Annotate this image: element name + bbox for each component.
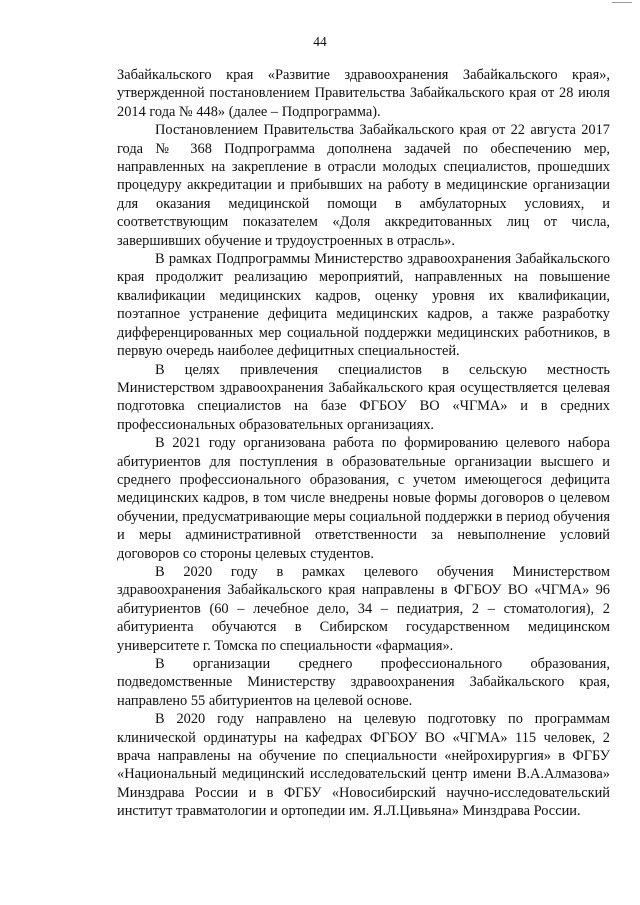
document-body bbox=[117, 66, 610, 821]
corner-mark bbox=[612, 2, 632, 3]
paragraph-residency-2020: В 2020 году направлено на целевую подготовку по программам клинической ординатуры на кафедрах ФГБОУ ВО «ЧГМА» 115 человек, 2 врача направлены на обучение по специальности «нейрохирургия» в ФГБУ «Национальный медицинский исследовательский центр имени В.А.Алмазова» Минздрава России и в ФГБУ «Новосибирский научно-исследовательский институт травматологии и ортопедии им. Я.Л.Цивьяна» Минздрава России. bbox=[117, 711, 610, 820]
paragraph-decree-2017: Постановлением Правительства Забайкальского края от 22 августа 2017 года № 368 Подпрограмма дополнена задачей по обеспечению мер, направленных на закрепление в отрасли молодых специалистов, прошедших процедуру аккредитации и прибывших на работу в медицинские организации для оказания медицинской помощи в амбулаторных условиях, и соответствующим показателем «Доля аккредитованных лиц от числа, завершивших обучение и трудоустроенных в отрасль». bbox=[117, 122, 610, 249]
paragraph-subprogram-measures: В рамках Подпрограммы Министерство здравоохранения Забайкальского края продолжит реализацию мероприятий, направленных на повышение квалификации медицинских кадров, оценку уровня их квалификации, поэтапное устранение дефицита медицинских кадров, а также разработку дифференцированных мер социальной поддержки медицинских работников, в первую очередь наиболее дефицитных специальностей. bbox=[117, 251, 610, 360]
paragraph-secondary-vocational: В организации среднего профессионального образования, подведомственные Министерству здравоохранения Забайкальского края, направлено 55 абитуриентов на целевой основе. bbox=[117, 656, 610, 709]
page-number: 44 bbox=[313, 34, 327, 49]
paragraph-rural-specialists: В целях привлечения специалистов в сельскую местность Министерством здравоохранения Забайкальского края осуществляется целевая подготовка специалистов на базе ФГБОУ ВО «ЧГМА» и в средних профессиональных образовательных организациях. bbox=[117, 361, 610, 433]
paragraph-subprogram-reference: Забайкальского края «Развитие здравоохранения Забайкальского края», утвержденной постановлением Правительства Забайкальского края от 28 июля 2014 года № 448» (далее – Подпрограмма). bbox=[117, 67, 610, 120]
paragraph-targeted-enrollment-2021: В 2021 году организована работа по формированию целевого набора абитуриентов для поступления в образовательные организации высшего и среднего профессионального образования, с учетом имеющегося дефицита медицинских кадров, в том числе внедрены новые формы договоров о целевом обучении, предусматривающие меры социальной поддержки в период обучения и меры административной ответственности за невыполнение условий договоров со стороны целевых студентов. bbox=[117, 435, 610, 562]
paragraph-targeted-training-2020: В 2020 году в рамках целевого обучения Министерством здравоохранения Забайкальского края направлены в ФГБОУ ВО «ЧГМА» 96 абитуриентов (60 – лечебное дело, 34 – педиатрия, 2 – стоматология), 2 абитуриента обучаются в Сибирском государственном медицинском университете г. Томска по специальности «фармация». bbox=[117, 563, 610, 654]
